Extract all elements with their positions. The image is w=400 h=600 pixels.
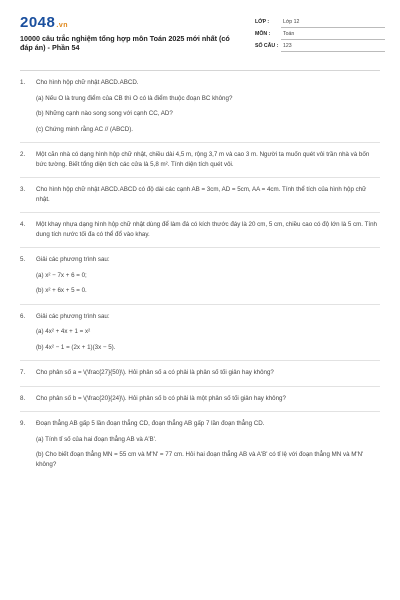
document-title: 10000 câu trắc nghiệm tổng hợp môn Toán 2025 mới nhất (có đáp án) - Phần 54 xyxy=(20,34,230,52)
question-text: Cho hình hộp chữ nhật ABCD.ABCD có độ dài các cạnh AB = 3cm, AD = 5cm, AA = 4cm. Tính thể tích của hình hộp chữ nhật. xyxy=(36,186,367,203)
question-4 xyxy=(20,220,380,239)
sub-question: (b) Những cạnh nào song song với cạnh CC, AD? xyxy=(36,110,173,117)
sub-question: (a) x² − 7x + 6 = 0; xyxy=(36,271,87,279)
sub-question: (b) Cho biết đoạn thẳng MN = 55 cm và M'N' = 77 cm. Hỏi hai đoạn thẳng AB và A'B' có tỉ lệ với đoạn thẳng MN và M'N' không? xyxy=(36,451,364,468)
question-text: Cho hình hộp chữ nhật ABCD.ABCD. xyxy=(36,79,139,86)
question-divider xyxy=(20,247,380,248)
sub-question: (b) 4x² − 1 = (2x + 1)(3x − 5). xyxy=(36,343,116,351)
question-5 xyxy=(20,255,380,296)
sub-question: (b) x² + 6x + 5 = 0. xyxy=(36,287,87,294)
question-text: Một căn nhà có dạng hình hộp chữ nhật, chiều dài 4,5 m, rộng 3,7 m và cao 3 m. Người ta muốn quét vôi trần nhà và bốn bức tường. Biết tổng diện tích các cửa là 5,8 m². Tính diện tích quét vôi. xyxy=(36,151,370,168)
question-divider xyxy=(20,177,380,178)
page-header xyxy=(0,0,400,62)
sub-question: (a) 4x² + 4x + 1 = x² xyxy=(36,328,91,335)
question-text: Đoạn thẳng AB gấp 5 lần đoạn thẳng CD, đoạn thẳng AB gấp 7 lần đoạn thẳng CD. xyxy=(36,420,265,427)
meta-key: LỚP : xyxy=(255,19,270,25)
sub-question: (a) Tính tỉ số của hai đoạn thẳng AB và A'B'. xyxy=(36,435,157,443)
meta-row-class xyxy=(255,17,385,29)
logo-suffix: .vn xyxy=(56,22,68,29)
question-divider xyxy=(20,386,380,387)
question-number: 2. xyxy=(20,151,26,158)
question-2 xyxy=(20,150,380,169)
meta-value: Toán xyxy=(283,31,295,37)
meta-value: Lớp 12 xyxy=(283,19,300,25)
meta-row-count xyxy=(255,41,385,53)
meta-panel xyxy=(255,17,385,53)
question-number: 1. xyxy=(20,79,26,86)
question-number: 4. xyxy=(20,221,26,228)
question-text: Cho phân số b = \(\frac{20}{24}\). Hỏi phân số b có phải là một phân số tối giản hay không? xyxy=(36,394,286,402)
meta-row-subject xyxy=(255,29,385,41)
question-list xyxy=(20,78,380,469)
question-6 xyxy=(20,312,380,353)
meta-key: MÔN : xyxy=(255,31,271,37)
question-text: Giải các phương trình sau: xyxy=(36,256,110,263)
question-divider xyxy=(20,360,380,361)
question-8 xyxy=(20,394,380,404)
sub-question: (c) Chứng minh rằng AC // (ABCD). xyxy=(36,125,133,133)
header-divider xyxy=(20,70,380,71)
meta-key: SỐ CÂU : xyxy=(255,43,279,49)
question-number: 5. xyxy=(20,256,26,263)
logo-main: 2048 xyxy=(20,14,56,31)
question-number: 8. xyxy=(20,394,26,402)
question-number: 9. xyxy=(20,420,26,427)
question-text: Một khay nhựa dạng hình hộp chữ nhật dùng để làm đá có kích thước đáy là 20 cm, 5 cm, chiều cao có độ lớn là 5 cm. Tính dung tích nước tối đa có thể đổ vào khay. xyxy=(36,221,377,238)
meta-underline xyxy=(281,51,385,52)
question-number: 6. xyxy=(20,312,26,320)
meta-value: 123 xyxy=(283,43,292,49)
question-divider xyxy=(20,142,380,143)
question-number: 7. xyxy=(20,369,26,376)
question-number: 3. xyxy=(20,186,26,193)
question-divider xyxy=(20,411,380,412)
question-divider xyxy=(20,304,380,305)
question-3 xyxy=(20,185,380,204)
question-1 xyxy=(20,78,380,134)
question-7 xyxy=(20,368,380,378)
question-9 xyxy=(20,419,380,469)
site-logo[interactable] xyxy=(20,14,68,31)
question-divider xyxy=(20,212,380,213)
question-text: Cho phân số a = \(\frac{27}{50}\). Hỏi phân số a có phải là phân số tối giản hay không? xyxy=(36,369,274,376)
meta-underline xyxy=(281,39,385,40)
sub-question: (a) Nếu O là trung điểm của CB thì O có là điểm thuộc đoạn BC không? xyxy=(36,94,233,102)
question-text: Giải các phương trình sau: xyxy=(36,312,110,320)
meta-underline xyxy=(281,27,385,28)
